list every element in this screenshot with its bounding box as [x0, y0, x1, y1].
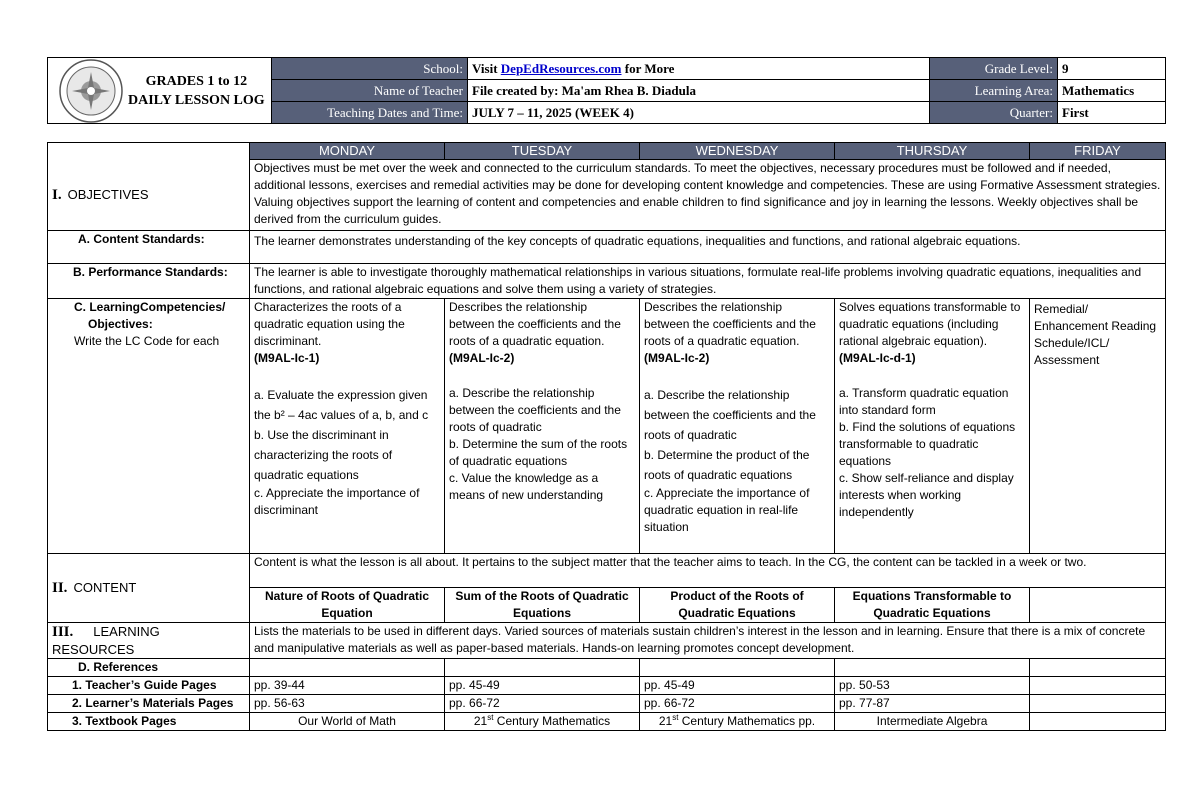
- learners-materials-row: [48, 695, 1166, 713]
- tuesday-objective-a: a. Describe the relationship between the coefficients and the roots of quadratic: [449, 386, 621, 434]
- objectives-label: OBJECTIVES: [67, 186, 149, 202]
- thursday-objective-a: a. Transform quadratic equation into standard form: [839, 386, 1009, 417]
- teacher-label: Name of Teacher: [272, 80, 468, 102]
- objectives-text: Objectives must be met over the week and connected to the curriculum standards. To meet the objectives, necessary procedures must be followed and if needed, additional lessons, exercises and remedial activities may be done for developing content knowledge and competencies. These are using Formative Assessment strategies. Valuing objectives support the learning of content and competencies and enable children to find significance and joy in learning the lessons. Weekly objectives shall be derived from the curriculum guides.: [250, 160, 1166, 231]
- lm-friday: [1030, 695, 1166, 713]
- depedresources-link[interactable]: DepEdResources.com: [500, 60, 622, 76]
- competency-monday: [250, 299, 445, 554]
- competency-thursday: [835, 299, 1030, 554]
- lm-monday: pp. 56-63: [250, 695, 445, 713]
- content-label: CONTENT: [73, 580, 137, 595]
- title-line-2: DAILY LESSON LOG: [128, 92, 265, 108]
- thursday-objective-c: c. Show self-reliance and display interests when working independently: [839, 471, 1014, 519]
- content-number: II.: [52, 580, 68, 596]
- wednesday-objective-c: c. Appreciate the importance of quadratic equation in real-life situation: [644, 486, 810, 534]
- content-standards-row: [48, 231, 1166, 264]
- thursday-objective-b: b. Find the solutions of equations transformable to quadratic equations: [839, 420, 1016, 468]
- tuesday-lc-code: (M9AL-Ic-2): [449, 351, 515, 365]
- tg-tuesday: pp. 45-49: [445, 677, 640, 695]
- thursday-competency-intro: Solves equations transformable to quadratic equations (including rational algebraic equation). (M9AL-Ic-d-1): [839, 300, 1021, 365]
- tb-wednesday-title: Century Mathematics pp.: [678, 714, 816, 728]
- tb-thursday: Intermediate Algebra: [835, 713, 1030, 731]
- tg-friday: [1030, 677, 1166, 695]
- header-logo-cell: [48, 58, 272, 124]
- performance-standards-row: [48, 264, 1166, 299]
- grade-level-label: Grade Level:: [930, 58, 1058, 80]
- resources-text: Lists the materials to be used in different days. Varied sources of materials sustain children’s interest in the lesson and in learning. Ensure that there is a mix of concrete and manipulative materials as well as paper-based materials. Hands-on learning promotes concept development.: [250, 623, 1166, 659]
- quarter-label: Quarter:: [930, 102, 1058, 124]
- objectives-row: [48, 160, 1166, 231]
- tuesday-objective-b: b. Determine the sum of the roots of quadratic equations: [449, 437, 628, 468]
- topic-wednesday: Product of the Roots of Quadratic Equations: [640, 588, 835, 623]
- corner-cell: [48, 143, 250, 160]
- tb-tuesday-title: Century Mathematics: [493, 714, 611, 728]
- deped-seal-icon: [58, 58, 124, 124]
- monday-objective-c: c. Appreciate the importance of discriminant: [254, 486, 420, 517]
- lesson-log-title: [128, 72, 265, 110]
- tb-wednesday-suffix: st: [672, 713, 679, 722]
- grade-level-value: 9: [1058, 58, 1166, 80]
- monday-objective-a: a. Evaluate the expression given the b² – 4ac values of a, b, and c: [254, 388, 429, 422]
- day-wednesday: WEDNESDAY: [640, 143, 835, 160]
- tg-thursday: pp. 50-53: [835, 677, 1030, 695]
- performance-standards-text: The learner is able to investigate thoroughly mathematical relationships in various situations, formulate real-life problems involving quadratic equations, inequalities and functions, and rational algebraic equations and solve them using a variety of strategies.: [250, 264, 1166, 299]
- content-row: [48, 554, 1166, 588]
- content-text: Content is what the lesson is all about. It pertains to the subject matter that the teacher aims to teach. In the CG, the content can be tackled in a week or two.: [250, 554, 1166, 588]
- competency-tuesday: [445, 299, 640, 554]
- tuesday-objective-c: c. Value the knowledge as a means of new understanding: [449, 471, 604, 502]
- wednesday-objective-b: b. Determine the product of the roots of quadratic equations: [644, 448, 810, 482]
- competencies-label: [48, 299, 250, 554]
- tb-tuesday-suffix: st: [487, 713, 494, 722]
- competency-wednesday: [640, 299, 835, 554]
- textbook-row: [48, 713, 1166, 731]
- teachers-guide-row: [48, 677, 1166, 695]
- day-thursday: THURSDAY: [835, 143, 1030, 160]
- school-suffix: for More: [624, 60, 675, 76]
- content-standards-label: A. Content Standards:: [48, 231, 250, 264]
- tb-tuesday-number: 21: [473, 714, 488, 728]
- school-value: [468, 58, 930, 80]
- objectives-section-label: [48, 160, 250, 231]
- tb-friday: [1030, 713, 1166, 731]
- resources-row: [48, 623, 1166, 659]
- thursday-lc-code: (M9AL-Ic-d-1): [839, 351, 916, 365]
- lm-tuesday: pp. 66-72: [445, 695, 640, 713]
- textbook-label: 3. Textbook Pages: [48, 713, 250, 731]
- learning-area-label: Learning Area:: [930, 80, 1058, 102]
- monday-lc-code: (M9AL-Ic-1): [254, 351, 320, 365]
- wednesday-competency-intro: Describes the relationship between the coefficients and the roots of a quadratic equation.: [644, 300, 816, 348]
- teachers-guide-label: 1. Teacher’s Guide Pages: [48, 677, 250, 695]
- tb-monday: Our World of Math: [250, 713, 445, 731]
- wednesday-objective-a: a. Describe the relationship between the coefficients and the roots of quadratic: [644, 388, 816, 442]
- lm-thursday: pp. 77-87: [835, 695, 1030, 713]
- competencies-row: [48, 299, 1166, 554]
- competencies-label-2: Objectives:: [88, 317, 153, 331]
- references-row: [48, 659, 1166, 677]
- competencies-label-3: Write the LC Code for each: [74, 334, 220, 348]
- topic-friday: [1030, 588, 1166, 623]
- topic-monday: Nature of Roots of Quadratic Equation: [250, 588, 445, 623]
- header-table: [47, 57, 1166, 124]
- references-label: D. References: [48, 659, 250, 677]
- learning-area-value: Mathematics: [1058, 80, 1166, 102]
- tuesday-competency-intro: Describes the relationship between the coefficients and the roots of a quadratic equation.: [449, 300, 621, 348]
- monday-objective-b: b. Use the discriminant in characterizing the roots of quadratic equations: [254, 428, 393, 482]
- resources-label: LEARNING RESOURCES: [52, 624, 160, 657]
- competencies-label-1: C. LearningCompetencies/: [74, 300, 226, 314]
- performance-standards-label: B. Performance Standards:: [48, 264, 250, 299]
- quarter-value: First: [1058, 102, 1166, 124]
- learners-materials-label: 2. Learner’s Materials Pages: [48, 695, 250, 713]
- day-friday: FRIDAY: [1030, 143, 1166, 160]
- tb-tuesday: [445, 713, 640, 731]
- tb-wednesday: [640, 713, 835, 731]
- school-prefix: Visit: [472, 60, 498, 76]
- content-standards-text: The learner demonstrates understanding of the key concepts of quadratic equations, inequalities and functions, and rational algebraic equations.: [250, 231, 1166, 264]
- wednesday-lc-code: (M9AL-Ic-2): [644, 351, 710, 365]
- topic-tuesday: Sum of the Roots of Quadratic Equations: [445, 588, 640, 623]
- lm-wednesday: pp. 66-72: [640, 695, 835, 713]
- resources-number: III.: [52, 624, 74, 640]
- day-header-row: [48, 143, 1166, 160]
- school-label: School:: [272, 58, 468, 80]
- teaching-dates-label: Teaching Dates and Time:: [272, 102, 468, 124]
- teaching-dates-value: JULY 7 – 11, 2025 (WEEK 4): [468, 102, 930, 124]
- competency-friday: Remedial/ Enhancement Reading Schedule/ICL/ Assessment: [1030, 299, 1166, 554]
- lesson-log-table: [47, 142, 1166, 731]
- day-monday: MONDAY: [250, 143, 445, 160]
- day-tuesday: TUESDAY: [445, 143, 640, 160]
- teacher-value: File created by: Ma'am Rhea B. Diadula: [468, 80, 930, 102]
- tg-monday: pp. 39-44: [250, 677, 445, 695]
- topic-thursday: Equations Transformable to Quadratic Equations: [835, 588, 1030, 623]
- tb-wednesday-number: 21: [658, 714, 673, 728]
- tg-wednesday: pp. 45-49: [640, 677, 835, 695]
- content-section-label: [48, 554, 250, 623]
- title-line-1: GRADES 1 to 12: [145, 73, 248, 89]
- objectives-number: I.: [52, 186, 62, 203]
- monday-competency-intro: Characterizes the roots of a quadratic equation using the discriminant.: [254, 300, 405, 348]
- resources-section-label: [48, 623, 250, 659]
